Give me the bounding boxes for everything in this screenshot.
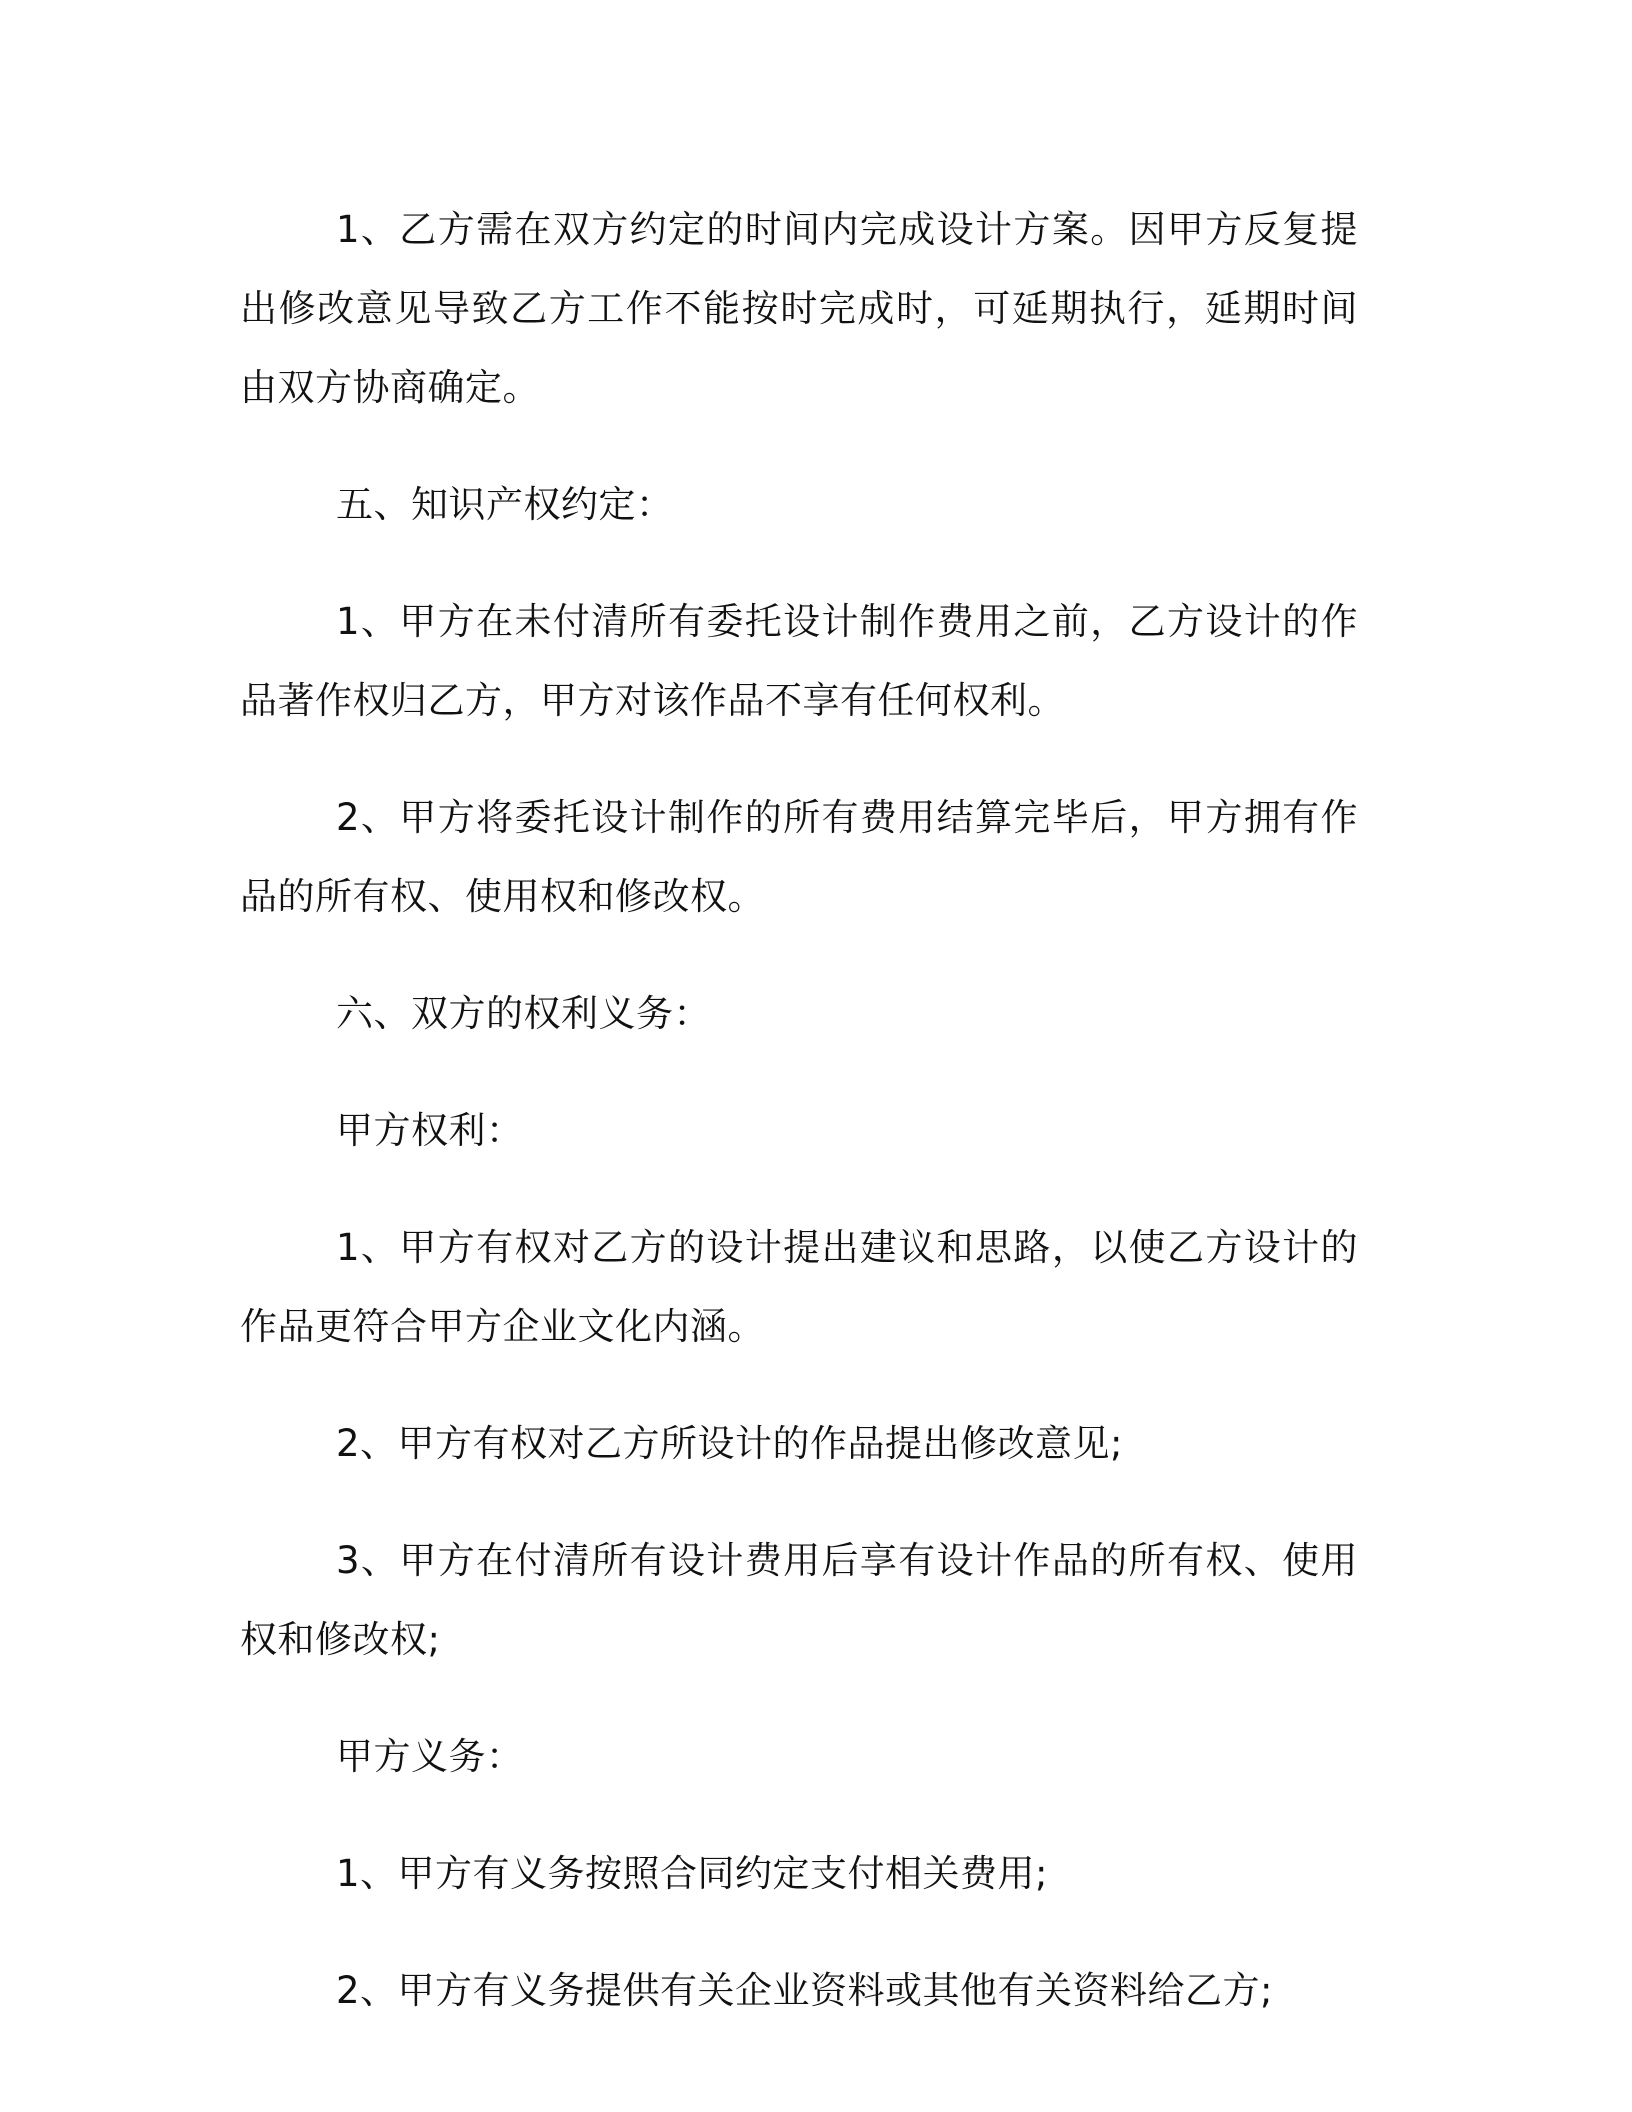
paragraph-right-3: 3、甲方在付清所有设计费用后享有设计作品的所有权、使用权和修改权; <box>240 1539 1358 1661</box>
paragraph-right-1: 1、甲方有权对乙方的设计提出建议和思路，以使乙方设计的作品更符合甲方企业文化内涵。 <box>240 1226 1358 1348</box>
paragraph-ip-before-payment: 1、甲方在未付清所有委托设计制作费用之前，乙方设计的作品著作权归乙方，甲方对该作品不享有任何权利。 <box>240 600 1358 722</box>
section-heading-rights-obligations: 六、双方的权利义务： <box>336 992 711 1035</box>
section-heading-ip: 五、知识产权约定： <box>336 483 674 526</box>
paragraph-right-2: 2、甲方有权对乙方所设计的作品提出修改意见; <box>336 1422 1124 1465</box>
subheading-party-a-rights: 甲方权利： <box>336 1109 524 1152</box>
paragraph-obligation-2: 2、甲方有义务提供有关企业资料或其他有关资料给乙方; <box>336 1969 1274 2012</box>
paragraph-ip-after-payment: 2、甲方将委托设计制作的所有费用结算完毕后，甲方拥有作品的所有权、使用权和修改权。 <box>240 796 1358 918</box>
document-body <box>240 190 1358 2068</box>
paragraph-obligation-1: 1、甲方有义务按照合同约定支付相关费用; <box>336 1852 1049 1895</box>
subheading-party-a-obligations: 甲方义务： <box>336 1735 524 1778</box>
paragraph-design-deadline: 1、乙方需在双方约定的时间内完成设计方案。因甲方反复提出修改意见导致乙方工作不能按时完成时，可延期执行，延期时间由双方协商确定。 <box>240 208 1358 409</box>
